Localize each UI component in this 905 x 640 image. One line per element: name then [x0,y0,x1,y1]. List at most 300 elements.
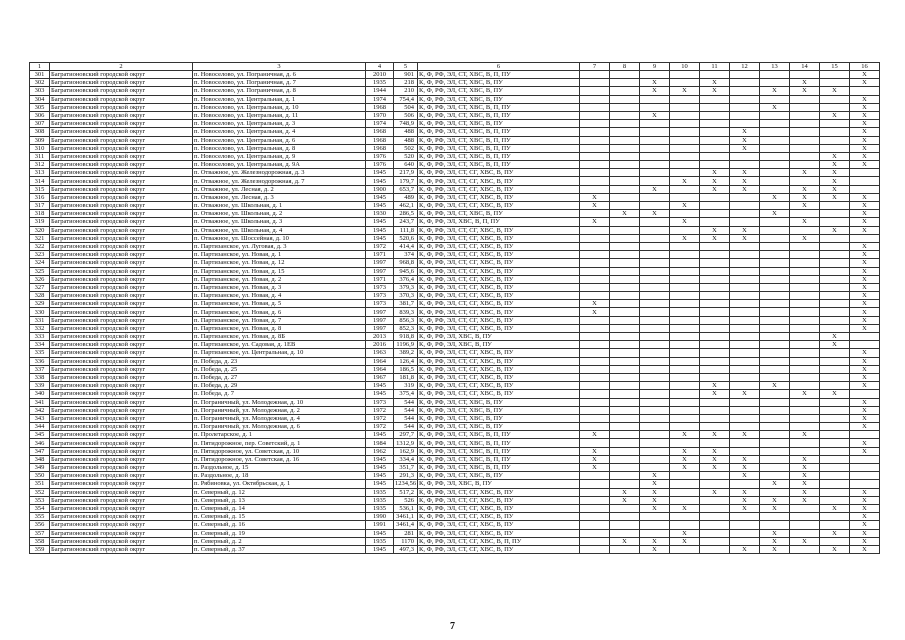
cell-address: п. Партизанское, ул. Новая, д. 6 [193,308,366,316]
cell-mark-col-12 [730,349,760,357]
cell-mark-col-8 [610,193,640,201]
cell-mark-col-9 [640,193,670,201]
column-header-11: 11 [700,63,730,71]
cell-mark-col-12 [730,529,760,537]
cell-mark-col-11 [700,120,730,128]
cell-mark-col-8 [610,333,640,341]
table-row [30,218,880,226]
cell-mark-col-11: X [700,390,730,398]
cell-row-number: 358 [30,537,50,545]
cell-mark-col-11: X [700,87,730,95]
table-row [30,87,880,95]
cell-mark-col-10 [670,161,700,169]
cell-mark-col-12 [730,79,760,87]
cell-mark-col-12 [730,423,760,431]
cell-mark-col-15: X [820,177,850,185]
cell-row-number: 347 [30,447,50,455]
cell-row-number: 327 [30,283,50,291]
cell-mark-col-14 [790,545,820,553]
cell-mark-col-8 [610,87,640,95]
table-row [30,390,880,398]
cell-mark-col-15: X [820,226,850,234]
cell-mark-col-11 [700,439,730,447]
cell-municipality: Багратионовский городской округ [50,79,193,87]
cell-mark-col-15 [820,267,850,275]
cell-mark-col-11 [700,545,730,553]
cell-mark-col-9 [640,283,670,291]
cell-area: 243,7 [394,218,418,226]
cell-mark-col-7 [580,87,610,95]
cell-mark-col-12 [730,95,760,103]
cell-mark-col-14: X [790,234,820,242]
cell-mark-col-14 [790,423,820,431]
cell-area: 488 [394,128,418,136]
cell-mark-col-16: X [850,103,880,111]
cell-build-year: 1935 [366,488,394,496]
cell-mark-col-12 [730,193,760,201]
cell-build-year: 1945 [366,390,394,398]
cell-utilities: К, Ф, РФ, ЭЛ, СТ, ХВС, В, П, ПУ [418,103,580,111]
cell-row-number: 331 [30,316,50,324]
cell-address: п. Новоселово, ул. Пограничная, д. 8 [193,87,366,95]
cell-area: 319 [394,382,418,390]
cell-mark-col-12 [730,365,760,373]
cell-area: 1170 [394,537,418,545]
cell-mark-col-7 [580,414,610,422]
cell-mark-col-14 [790,513,820,521]
cell-row-number: 333 [30,333,50,341]
cell-mark-col-11: X [700,79,730,87]
cell-utilities: К, Ф, РФ, ЭЛ, СТ, СГ, ХВС, В, ПУ [418,234,580,242]
cell-mark-col-12 [730,275,760,283]
cell-mark-col-7 [580,349,610,357]
table-row [30,537,880,545]
cell-mark-col-7 [580,275,610,283]
cell-mark-col-9 [640,341,670,349]
cell-row-number: 325 [30,267,50,275]
cell-mark-col-16 [850,185,880,193]
table-row [30,267,880,275]
cell-mark-col-16: X [850,120,880,128]
cell-mark-col-7 [580,382,610,390]
cell-mark-col-13 [760,455,790,463]
cell-area: 526 [394,496,418,504]
table-row [30,488,880,496]
cell-mark-col-15 [820,447,850,455]
cell-mark-col-15 [820,464,850,472]
cell-mark-col-8 [610,275,640,283]
cell-mark-col-15 [820,414,850,422]
cell-utilities: К, Ф, РФ, ЭЛ, СТ, СГ, ХВС, В, ПУ [418,488,580,496]
cell-mark-col-8 [610,431,640,439]
cell-mark-col-16: X [850,349,880,357]
cell-area: 376,4 [394,275,418,283]
cell-mark-col-16 [850,333,880,341]
cell-mark-col-10 [670,521,700,529]
cell-utilities: К, Ф, РФ, ЭЛ, СТ, ХВС, В, ПУ [418,406,580,414]
cell-area: 504 [394,103,418,111]
cell-area: 286,5 [394,210,418,218]
table-row [30,316,880,324]
cell-mark-col-11 [700,275,730,283]
cell-mark-col-15 [820,308,850,316]
cell-mark-col-16: X [850,292,880,300]
cell-row-number: 341 [30,398,50,406]
cell-utilities: К, Ф, РФ, ЭЛ, СТ, СГ, ХВС, В, ПУ [418,275,580,283]
cell-municipality: Багратионовский городской округ [50,439,193,447]
cell-mark-col-9 [640,202,670,210]
cell-mark-col-10 [670,472,700,480]
cell-mark-col-13 [760,324,790,332]
cell-mark-col-15 [820,300,850,308]
cell-municipality: Багратионовский городской округ [50,87,193,95]
cell-mark-col-16: X [850,79,880,87]
column-header-1: 1 [30,63,50,71]
cell-mark-col-13: X [760,193,790,201]
table-row [30,210,880,218]
document-sheet [29,62,879,554]
cell-mark-col-7 [580,71,610,79]
cell-municipality: Багратионовский городской округ [50,259,193,267]
cell-mark-col-12 [730,218,760,226]
cell-mark-col-8 [610,234,640,242]
cell-row-number: 332 [30,324,50,332]
table-row [30,423,880,431]
cell-mark-col-8 [610,111,640,119]
cell-mark-col-10 [670,120,700,128]
cell-build-year: 1997 [366,259,394,267]
cell-mark-col-12: X [730,128,760,136]
cell-mark-col-12 [730,447,760,455]
table-row [30,496,880,504]
cell-build-year: 1972 [366,423,394,431]
cell-municipality: Багратионовский городской округ [50,161,193,169]
cell-mark-col-9: X [640,537,670,545]
cell-mark-col-13 [760,406,790,414]
cell-mark-col-16: X [850,373,880,381]
cell-mark-col-8 [610,267,640,275]
cell-mark-col-10 [670,439,700,447]
cell-utilities: К, Ф, РФ, ЭЛ, СТ, СГ, ХВС, В, ПУ [418,504,580,512]
cell-mark-col-8 [610,103,640,111]
cell-mark-col-13: X [760,529,790,537]
cell-mark-col-9 [640,226,670,234]
cell-municipality: Багратионовский городской округ [50,390,193,398]
cell-mark-col-10 [670,382,700,390]
cell-mark-col-13 [760,341,790,349]
cell-utilities: К, Ф, РФ, ЭЛ, СТ, СГ, ХВС, В, П, ПУ [418,537,580,545]
cell-utilities: К, Ф, РФ, ЭЛ, СТ, СГ, ХВС, В, ПУ [418,373,580,381]
cell-municipality: Багратионовский городской округ [50,349,193,357]
cell-utilities: К, Ф, РФ, ЭЛ, ХВС, В, ПУ [418,480,580,488]
cell-area: 517,2 [394,488,418,496]
cell-mark-col-8 [610,202,640,210]
cell-mark-col-11 [700,357,730,365]
cell-mark-col-7 [580,95,610,103]
cell-mark-col-13 [760,185,790,193]
cell-municipality: Багратионовский городской округ [50,521,193,529]
cell-mark-col-15 [820,210,850,218]
table-row [30,504,880,512]
cell-mark-col-7 [580,185,610,193]
cell-municipality: Багратионовский городской округ [50,152,193,160]
cell-mark-col-7 [580,545,610,553]
cell-address: п. Победа, д. 29 [193,382,366,390]
cell-utilities: К, Ф, РФ, ЭЛ, СТ, ХВС, В, П, ПУ [418,136,580,144]
cell-area: 544 [394,423,418,431]
cell-row-number: 351 [30,480,50,488]
table-row [30,95,880,103]
cell-build-year: 1935 [366,79,394,87]
cell-mark-col-10 [670,480,700,488]
cell-utilities: К, Ф, РФ, ЭЛ, СТ, СГ, ХВС, В, ПУ [418,324,580,332]
cell-mark-col-10 [670,333,700,341]
table-row [30,120,880,128]
cell-mark-col-12: X [730,226,760,234]
cell-mark-col-9 [640,373,670,381]
cell-area: 918,8 [394,333,418,341]
cell-mark-col-8 [610,513,640,521]
cell-mark-col-15: X [820,341,850,349]
cell-mark-col-15: X [820,152,850,160]
cell-mark-col-13 [760,275,790,283]
cell-mark-col-16: X [850,545,880,553]
cell-build-year: 1971 [366,275,394,283]
cell-mark-col-13: X [760,496,790,504]
cell-address: п. Победа, д. 25 [193,365,366,373]
cell-utilities: К, Ф, РФ, ЭЛ, СТ, СГ, ХВС, В, ПУ [418,521,580,529]
cell-mark-col-15 [820,423,850,431]
column-header-4: 4 [366,63,394,71]
cell-mark-col-13: X [760,545,790,553]
cell-mark-col-8 [610,259,640,267]
cell-mark-col-16: X [850,71,880,79]
cell-municipality: Багратионовский городской округ [50,529,193,537]
cell-mark-col-14: X [790,169,820,177]
cell-mark-col-8 [610,480,640,488]
cell-mark-col-14 [790,259,820,267]
cell-address: п. Отважное, ул. Школьная, д. 2 [193,210,366,218]
cell-mark-col-7 [580,537,610,545]
cell-address: п. Победа, д. 23 [193,357,366,365]
cell-area: 210 [394,87,418,95]
cell-mark-col-8 [610,79,640,87]
cell-mark-col-10 [670,496,700,504]
cell-mark-col-13 [760,111,790,119]
cell-utilities: К, Ф, РФ, ЭЛ, СТ, СГ, ХВС, В, ПУ [418,545,580,553]
cell-mark-col-15 [820,488,850,496]
cell-mark-col-10 [670,423,700,431]
cell-mark-col-7 [580,390,610,398]
cell-mark-col-7 [580,161,610,169]
page-number: 7 [450,621,455,632]
cell-mark-col-9 [640,267,670,275]
cell-utilities: К, Ф, РФ, ЭЛ, СТ, СГ, ХВС, В, ПУ [418,259,580,267]
cell-build-year: 1930 [366,210,394,218]
cell-mark-col-15 [820,324,850,332]
cell-build-year: 1991 [366,521,394,529]
cell-mark-col-15 [820,95,850,103]
cell-area: 852,3 [394,324,418,332]
table-row [30,202,880,210]
cell-mark-col-7: X [580,464,610,472]
cell-mark-col-12: X [730,144,760,152]
column-header-3: 3 [193,63,366,71]
cell-address: п. Новоселово, ул. Центральная, д. 11 [193,111,366,119]
cell-mark-col-11: X [700,234,730,242]
cell-utilities: К, Ф, РФ, ЭЛ, СТ, СГ, ХВС, В, ПУ [418,529,580,537]
cell-mark-col-7 [580,513,610,521]
cell-area: 489 [394,193,418,201]
cell-municipality: Багратионовский городской округ [50,357,193,365]
cell-mark-col-14 [790,365,820,373]
cell-mark-col-10 [670,267,700,275]
cell-mark-col-9 [640,152,670,160]
cell-mark-col-7: X [580,300,610,308]
cell-mark-col-9 [640,95,670,103]
cell-mark-col-16: X [850,193,880,201]
cell-mark-col-11 [700,193,730,201]
cell-mark-col-11 [700,472,730,480]
cell-mark-col-16 [850,480,880,488]
cell-mark-col-12 [730,308,760,316]
cell-mark-col-7 [580,365,610,373]
cell-mark-col-13 [760,136,790,144]
cell-area: 297,7 [394,431,418,439]
cell-mark-col-13 [760,234,790,242]
cell-mark-col-11 [700,161,730,169]
cell-mark-col-13 [760,398,790,406]
cell-mark-col-10 [670,341,700,349]
cell-mark-col-10: X [670,447,700,455]
cell-mark-col-7 [580,488,610,496]
cell-row-number: 335 [30,349,50,357]
cell-mark-col-16: X [850,202,880,210]
cell-area: 462,1 [394,202,418,210]
cell-area: 162,9 [394,447,418,455]
cell-mark-col-9: X [640,545,670,553]
cell-mark-col-14 [790,152,820,160]
cell-mark-col-9 [640,423,670,431]
cell-mark-col-9: X [640,480,670,488]
cell-address: п. Партизанское, ул. Новая, д. 8 [193,324,366,332]
cell-build-year: 1970 [366,111,394,119]
cell-mark-col-15 [820,455,850,463]
table-row [30,79,880,87]
cell-mark-col-9: X [640,79,670,87]
cell-mark-col-7 [580,226,610,234]
table-row [30,136,880,144]
cell-mark-col-10 [670,300,700,308]
cell-row-number: 312 [30,161,50,169]
table-row [30,242,880,250]
cell-mark-col-9 [640,242,670,250]
column-header-16: 16 [850,63,880,71]
cell-mark-col-8 [610,251,640,259]
cell-row-number: 346 [30,439,50,447]
cell-mark-col-10: X [670,431,700,439]
cell-municipality: Багратионовский городской округ [50,169,193,177]
column-header-9: 9 [640,63,670,71]
cell-mark-col-12: X [730,234,760,242]
cell-mark-col-14: X [790,202,820,210]
cell-mark-col-11 [700,103,730,111]
cell-mark-col-8 [610,373,640,381]
cell-utilities: К, Ф, РФ, ЭЛ, СТ, ХВС, В, П, ПУ [418,464,580,472]
cell-mark-col-12 [730,120,760,128]
cell-mark-col-11 [700,537,730,545]
cell-mark-col-12 [730,87,760,95]
cell-mark-col-13: X [760,480,790,488]
table-body [30,71,880,554]
cell-utilities: К, Ф, РФ, ЭЛ, СТ, ХВС, В, ПУ [418,95,580,103]
table-row [30,545,880,553]
cell-mark-col-8 [610,398,640,406]
cell-mark-col-12 [730,242,760,250]
cell-mark-col-14 [790,341,820,349]
cell-area: 374 [394,251,418,259]
cell-mark-col-14 [790,324,820,332]
cell-municipality: Багратионовский городской округ [50,267,193,275]
cell-mark-col-10 [670,210,700,218]
cell-mark-col-15: X [820,193,850,201]
cell-utilities: К, Ф, РФ, ЭЛ, СТ, СГ, ХВС, В, ПУ [418,300,580,308]
cell-mark-col-10 [670,349,700,357]
cell-area: 640 [394,161,418,169]
cell-row-number: 344 [30,423,50,431]
cell-mark-col-10 [670,144,700,152]
cell-area: 351,7 [394,464,418,472]
cell-mark-col-13 [760,144,790,152]
cell-address: п. Новоселово, ул. Центральная, д. 8 [193,144,366,152]
cell-mark-col-13 [760,513,790,521]
cell-municipality: Багратионовский городской округ [50,382,193,390]
cell-mark-col-14: X [790,464,820,472]
cell-mark-col-10 [670,185,700,193]
cell-mark-col-8 [610,357,640,365]
cell-mark-col-9 [640,398,670,406]
cell-mark-col-16: X [850,398,880,406]
cell-mark-col-12 [730,333,760,341]
cell-mark-col-10 [670,242,700,250]
cell-mark-col-9 [640,414,670,422]
cell-mark-col-12: X [730,472,760,480]
cell-municipality: Багратионовский городской округ [50,210,193,218]
cell-mark-col-10 [670,365,700,373]
cell-mark-col-8 [610,136,640,144]
cell-mark-col-8: X [610,210,640,218]
cell-area: 520 [394,152,418,160]
cell-mark-col-10 [670,152,700,160]
cell-mark-col-12: X [730,464,760,472]
cell-mark-col-14: X [790,87,820,95]
cell-utilities: К, Ф, РФ, ЭЛ, СТ, СГ, ХВС, В, ПУ [418,365,580,373]
cell-utilities: К, Ф, РФ, ЭЛ, СТ, СГ, ХВС, В, ПУ [418,267,580,275]
cell-mark-col-9 [640,464,670,472]
cell-area: 945,6 [394,267,418,275]
cell-build-year: 1945 [366,431,394,439]
cell-row-number: 310 [30,144,50,152]
cell-mark-col-14 [790,275,820,283]
cell-build-year: 1945 [366,464,394,472]
cell-mark-col-15 [820,398,850,406]
cell-row-number: 307 [30,120,50,128]
cell-mark-col-16 [850,390,880,398]
cell-mark-col-14 [790,267,820,275]
cell-build-year: 1962 [366,447,394,455]
cell-mark-col-16: X [850,357,880,365]
cell-mark-col-14 [790,242,820,250]
